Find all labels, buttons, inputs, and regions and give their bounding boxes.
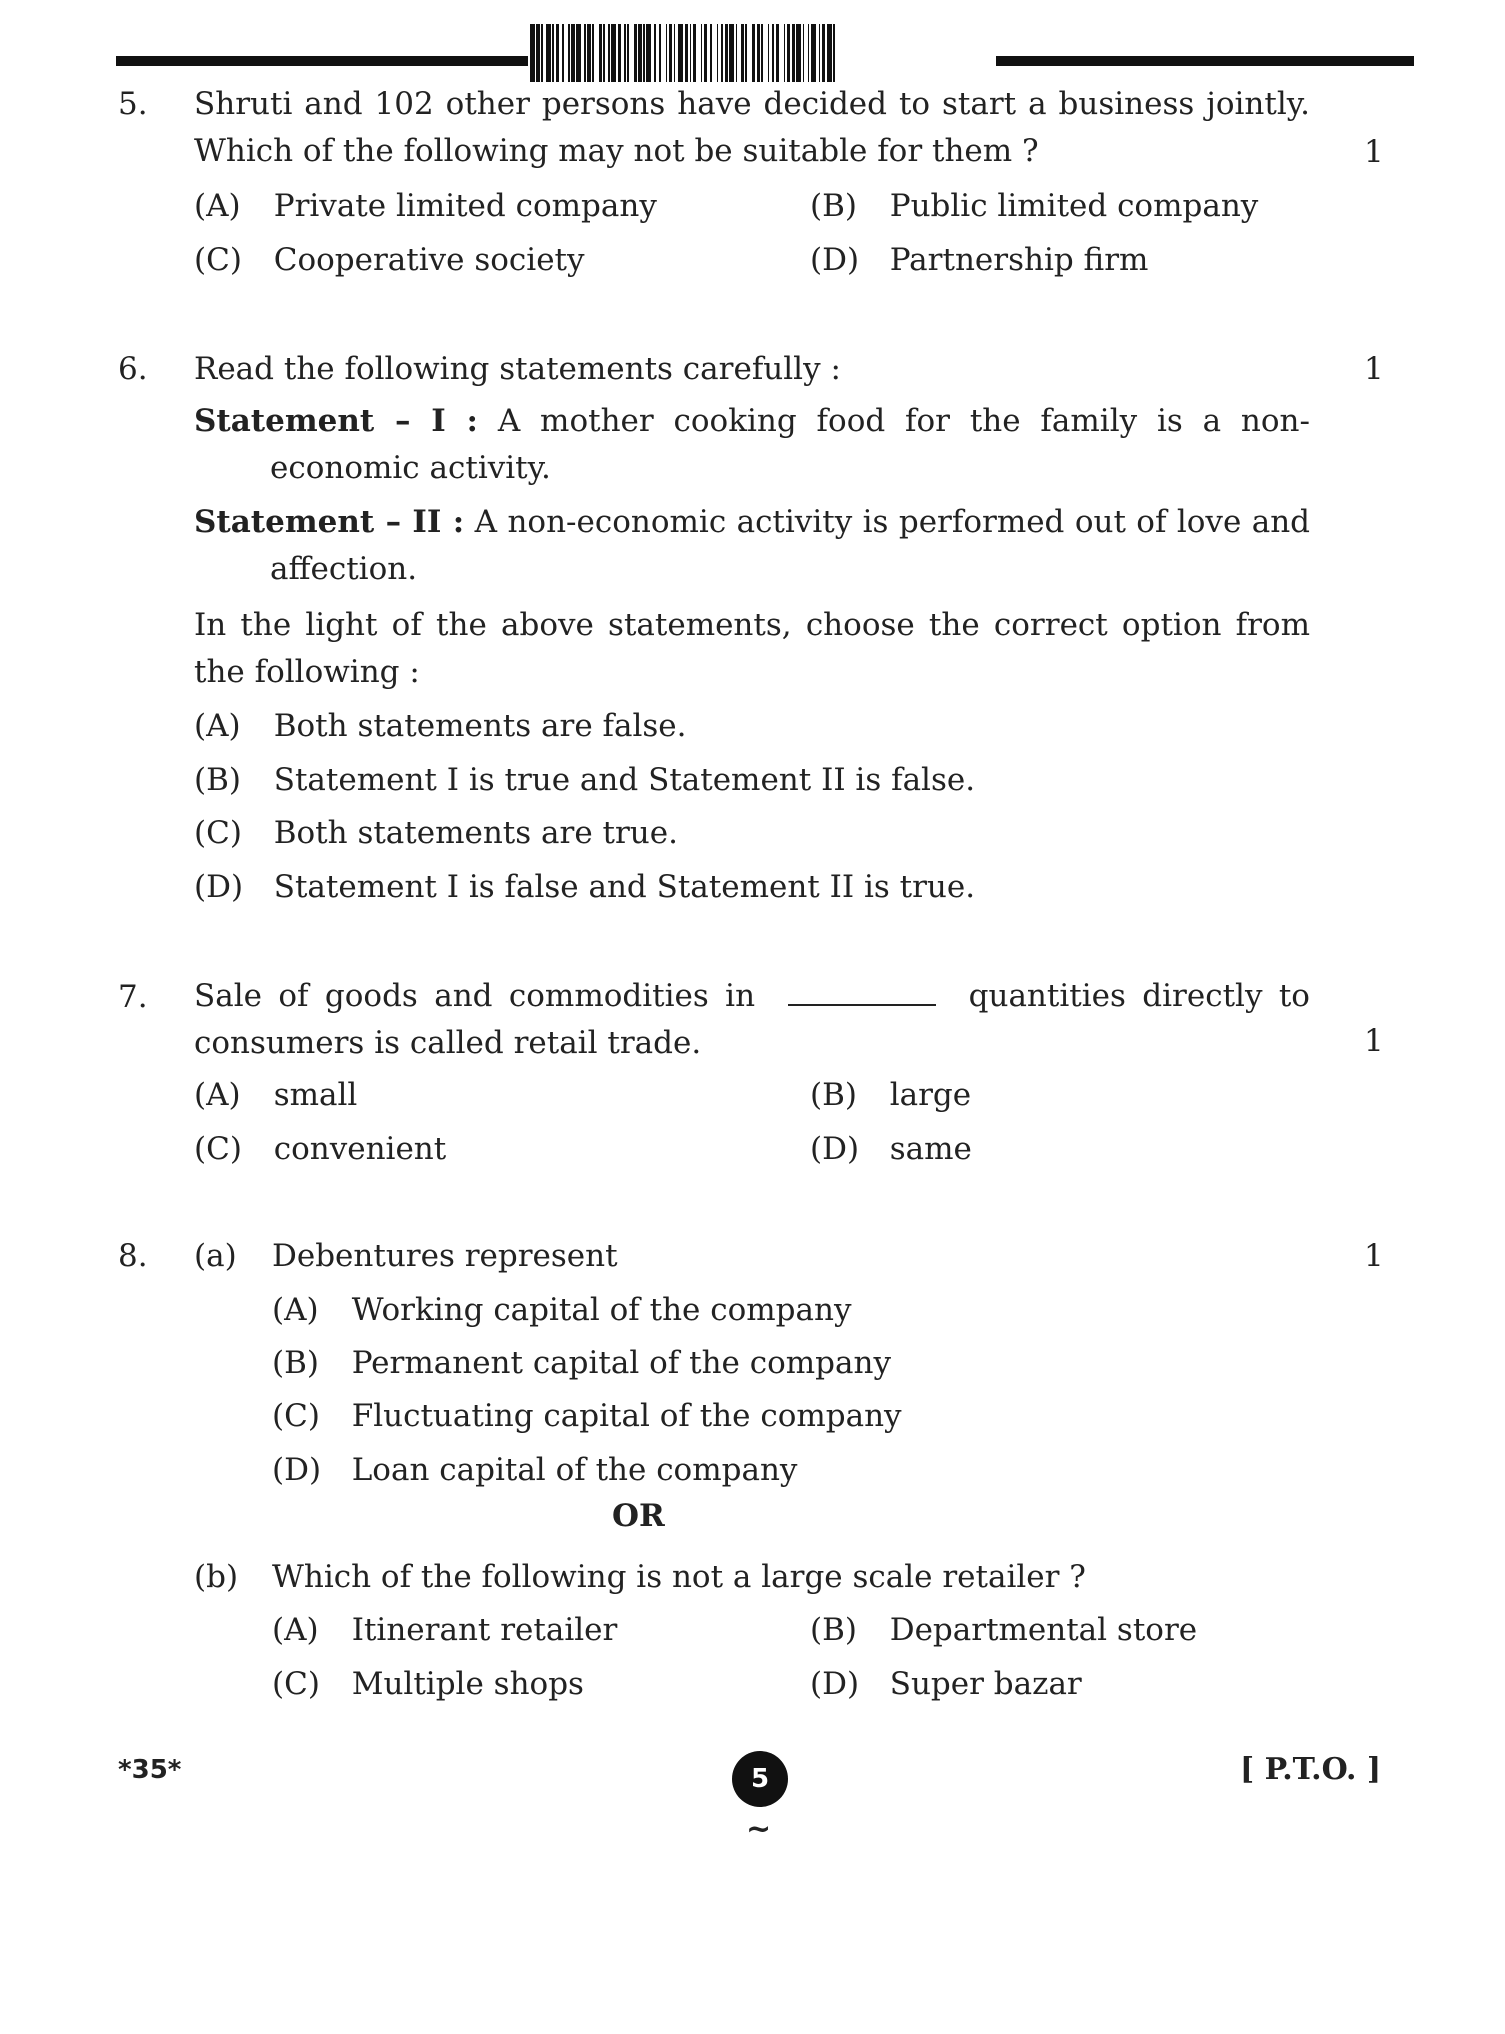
pto-label: [ P.T.O. ] bbox=[1240, 1752, 1382, 1787]
question-8a-text: Debentures represent bbox=[272, 1238, 618, 1274]
fill-in-blank bbox=[788, 976, 936, 1006]
header-rule-left bbox=[116, 56, 528, 66]
option-label: (B) bbox=[194, 762, 241, 798]
question-7-number: 7. bbox=[118, 979, 148, 1015]
question-7-text-after: quantities directly to consumers is called retail trade. bbox=[194, 978, 1310, 1061]
option-text: Cooperative society bbox=[273, 242, 585, 278]
q6-option-d bbox=[194, 867, 975, 907]
option-text: Both statements are false. bbox=[273, 708, 687, 744]
q8a-option-a bbox=[272, 1290, 851, 1330]
option-text: convenient bbox=[273, 1131, 447, 1167]
q6-option-b bbox=[194, 760, 975, 800]
option-text: Itinerant retailer bbox=[351, 1612, 618, 1648]
option-text: Partnership firm bbox=[889, 242, 1149, 278]
option-text: Super bazar bbox=[889, 1666, 1082, 1702]
option-text: Permanent capital of the company bbox=[351, 1345, 891, 1381]
option-label: (C) bbox=[194, 1131, 242, 1167]
q8a-option-b bbox=[272, 1343, 891, 1383]
or-separator: OR bbox=[612, 1498, 665, 1534]
q6-option-c bbox=[194, 813, 678, 853]
statement-2-label: Statement – II : bbox=[194, 504, 465, 540]
option-label: (D) bbox=[272, 1452, 322, 1488]
question-8-marks: 1 bbox=[1364, 1238, 1384, 1274]
option-text: Public limited company bbox=[889, 188, 1259, 224]
option-text: Loan capital of the company bbox=[351, 1452, 798, 1488]
question-8b-text: Which of the following is not a large scale retailer ? bbox=[272, 1559, 1086, 1595]
page-number: 5 bbox=[732, 1751, 788, 1807]
barcode-stripe bbox=[835, 24, 838, 82]
option-text: Statement I is true and Statement II is false. bbox=[273, 762, 976, 798]
question-8-number: 8. bbox=[118, 1238, 148, 1274]
statement-1-label: Statement – I : bbox=[194, 403, 478, 439]
q8a-option-c bbox=[272, 1396, 902, 1436]
q5-option-a bbox=[194, 186, 657, 226]
option-text: Fluctuating capital of the company bbox=[351, 1398, 902, 1434]
paper-code: *35* bbox=[118, 1755, 182, 1785]
option-label: (C) bbox=[194, 815, 242, 851]
question-7-marks: 1 bbox=[1364, 1023, 1384, 1059]
option-label: (A) bbox=[194, 188, 241, 224]
option-label: (B) bbox=[810, 1612, 857, 1648]
question-7-text-before: Sale of goods and commodities in bbox=[194, 978, 756, 1014]
question-6-instruction: In the light of the above statements, choose the correct option from the following : bbox=[194, 607, 1310, 690]
q8b-option-c bbox=[272, 1664, 584, 1704]
option-text: large bbox=[889, 1077, 972, 1113]
q5-option-d bbox=[810, 240, 1148, 280]
question-8a-label: (a) bbox=[194, 1238, 237, 1274]
q6-option-a bbox=[194, 706, 687, 746]
option-label: (A) bbox=[272, 1292, 319, 1328]
option-label: (B) bbox=[810, 1077, 857, 1113]
question-5-text: Shruti and 102 other persons have decided to start a business jointly. Which of the following may not be suitable for them ? bbox=[194, 86, 1310, 169]
q5-option-b bbox=[810, 186, 1258, 226]
q7-option-a bbox=[194, 1075, 357, 1115]
option-label: (D) bbox=[810, 242, 860, 278]
q8b-option-d bbox=[810, 1664, 1082, 1704]
question-5-number: 5. bbox=[118, 86, 148, 122]
option-text: Private limited company bbox=[273, 188, 657, 224]
option-label: (B) bbox=[810, 188, 857, 224]
option-label: (C) bbox=[194, 242, 242, 278]
question-6-number: 6. bbox=[118, 351, 148, 387]
header-rule-right bbox=[996, 56, 1414, 66]
statement-1 bbox=[194, 398, 1310, 492]
statement-2-text: A non-economic activity is performed out of love and affection. bbox=[270, 504, 1310, 587]
question-6-marks: 1 bbox=[1364, 351, 1384, 387]
option-text: Both statements are true. bbox=[273, 815, 678, 851]
option-label: (A) bbox=[272, 1612, 319, 1648]
option-label: (D) bbox=[810, 1666, 860, 1702]
option-label: (C) bbox=[272, 1666, 320, 1702]
option-label: (D) bbox=[194, 869, 244, 905]
question-8b-label: (b) bbox=[194, 1559, 239, 1595]
statement-2 bbox=[194, 499, 1310, 593]
option-text: Multiple shops bbox=[351, 1666, 584, 1702]
tilde-mark: ~ bbox=[746, 1812, 772, 1847]
question-7-text bbox=[194, 973, 1310, 1067]
q8a-option-d bbox=[272, 1450, 797, 1490]
option-text: Statement I is false and Statement II is true. bbox=[273, 869, 976, 905]
q8b-option-b bbox=[810, 1610, 1197, 1650]
option-text: Departmental store bbox=[889, 1612, 1198, 1648]
question-6-text: Read the following statements carefully : bbox=[194, 351, 841, 387]
q7-option-c bbox=[194, 1129, 446, 1169]
option-label: (C) bbox=[272, 1398, 320, 1434]
option-label: (A) bbox=[194, 1077, 241, 1113]
q5-option-c bbox=[194, 240, 585, 280]
option-text: same bbox=[889, 1131, 972, 1167]
question-5-marks: 1 bbox=[1364, 134, 1384, 170]
option-text: Working capital of the company bbox=[351, 1292, 852, 1328]
option-label: (B) bbox=[272, 1345, 319, 1381]
barcode bbox=[530, 24, 972, 82]
q7-option-d bbox=[810, 1129, 972, 1169]
option-label: (A) bbox=[194, 708, 241, 744]
q7-option-b bbox=[810, 1075, 971, 1115]
statement-1-text: A mother cooking food for the family is a non-economic activity. bbox=[270, 403, 1310, 486]
option-label: (D) bbox=[810, 1131, 860, 1167]
q8b-option-a bbox=[272, 1610, 617, 1650]
option-text: small bbox=[273, 1077, 358, 1113]
